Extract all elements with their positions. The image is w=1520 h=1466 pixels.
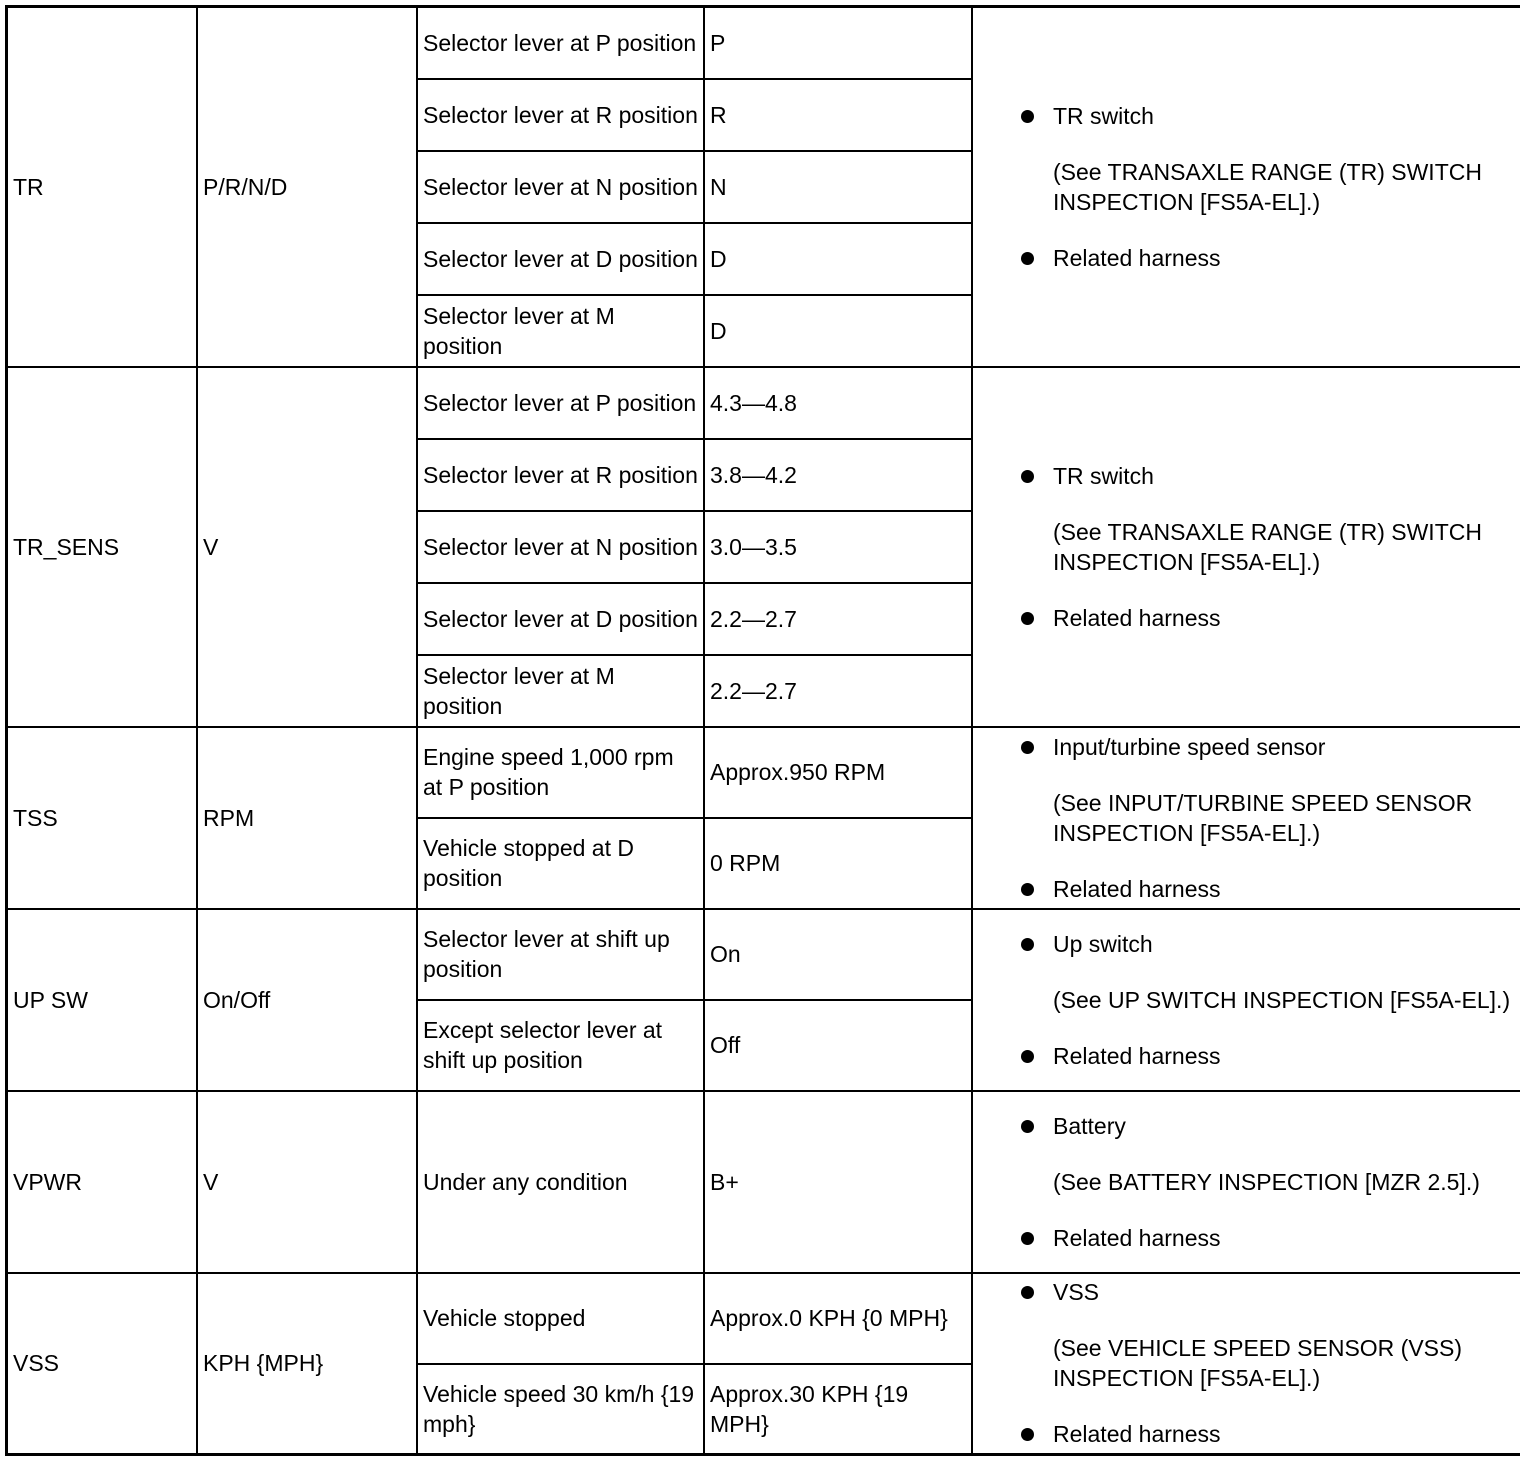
action-cell <box>972 1273 1520 1455</box>
related-harness-text: Related harness <box>1053 1224 1221 1251</box>
pid-name-cell: VPWR <box>7 1091 198 1273</box>
condition-cell: Vehicle stopped <box>417 1273 704 1364</box>
specification-cell: Approx.30 KPH {19 MPH} <box>704 1364 972 1455</box>
table-row <box>7 7 1520 79</box>
action-list <box>1021 461 1520 633</box>
action-item-text: VSS <box>1053 1279 1100 1306</box>
specification-cell: 2.2—2.7 <box>704 583 972 655</box>
inspection-reference-text: (See INPUT/TURBINE SPEED SENSOR INSPECTION [FS5A-EL].) <box>1053 789 1473 846</box>
bullet-icon <box>1021 1428 1034 1441</box>
related-harness-text: Related harness <box>1053 244 1221 271</box>
list-item <box>1021 1041 1520 1071</box>
related-harness-text: Related harness <box>1053 604 1221 631</box>
pid-unit-cell: V <box>197 367 417 727</box>
bullet-icon <box>1021 612 1034 625</box>
pid-table-wrapper <box>5 5 1520 1456</box>
list-item <box>1021 461 1520 577</box>
table-row <box>7 727 1520 818</box>
pid-name-cell: VSS <box>7 1273 198 1455</box>
inspection-reference-text: (See TRANSAXLE RANGE (TR) SWITCH INSPECTION [FS5A-EL].) <box>1053 158 1482 215</box>
pid-name-cell: TR <box>7 7 198 367</box>
specification-cell: Off <box>704 1000 972 1091</box>
specification-cell: P <box>704 7 972 79</box>
specification-cell: B+ <box>704 1091 972 1273</box>
specification-cell: N <box>704 151 972 223</box>
action-list <box>1021 732 1520 904</box>
list-item <box>1021 874 1520 904</box>
condition-cell: Vehicle stopped at D position <box>417 818 704 909</box>
related-harness-text: Related harness <box>1053 1421 1221 1448</box>
condition-cell: Selector lever at D position <box>417 583 704 655</box>
specification-cell: D <box>704 295 972 367</box>
pid-name-cell: UP SW <box>7 909 198 1091</box>
bullet-icon <box>1021 1232 1034 1245</box>
bullet-icon <box>1021 883 1034 896</box>
inspection-reference-text: (See BATTERY INSPECTION [MZR 2.5].) <box>1053 1168 1480 1195</box>
list-item <box>1021 1277 1520 1393</box>
pid-unit-cell: RPM <box>197 727 417 909</box>
action-item-text: TR switch <box>1053 102 1154 129</box>
table-row <box>7 1273 1520 1364</box>
list-item <box>1021 732 1520 848</box>
action-list <box>1021 1277 1520 1449</box>
specification-cell: Approx.950 RPM <box>704 727 972 818</box>
list-item <box>1021 101 1520 217</box>
specification-cell: 3.8—4.2 <box>704 439 972 511</box>
specification-cell: 3.0—3.5 <box>704 511 972 583</box>
pid-unit-cell: V <box>197 1091 417 1273</box>
condition-cell: Selector lever at R position <box>417 439 704 511</box>
pid-name-cell: TSS <box>7 727 198 909</box>
action-cell <box>972 367 1520 727</box>
condition-cell: Vehicle speed 30 km/h {19 mph} <box>417 1364 704 1455</box>
bullet-icon <box>1021 1120 1034 1133</box>
specification-cell: 0 RPM <box>704 818 972 909</box>
table-row <box>7 367 1520 439</box>
action-list <box>1021 929 1520 1071</box>
specification-cell: D <box>704 223 972 295</box>
condition-cell: Selector lever at M position <box>417 295 704 367</box>
table-row <box>7 1091 1520 1273</box>
action-cell <box>972 727 1520 909</box>
bullet-icon <box>1021 938 1034 951</box>
condition-cell: Selector lever at P position <box>417 367 704 439</box>
condition-cell: Selector lever at shift up position <box>417 909 704 1000</box>
condition-cell: Selector lever at N position <box>417 151 704 223</box>
pid-monitoring-table <box>5 5 1520 1456</box>
bullet-icon <box>1021 741 1034 754</box>
specification-cell: On <box>704 909 972 1000</box>
list-item <box>1021 929 1520 1015</box>
action-item-text: Up switch <box>1053 930 1153 957</box>
inspection-reference-text: (See UP SWITCH INSPECTION [FS5A-EL].) <box>1053 986 1511 1013</box>
bullet-icon <box>1021 1050 1034 1063</box>
pid-unit-cell: On/Off <box>197 909 417 1091</box>
specification-cell: 4.3—4.8 <box>704 367 972 439</box>
list-item <box>1021 1223 1520 1253</box>
pid-unit-cell: P/R/N/D <box>197 7 417 367</box>
related-harness-text: Related harness <box>1053 875 1221 902</box>
inspection-reference-text: (See VEHICLE SPEED SENSOR (VSS) INSPECTION [FS5A-EL].) <box>1053 1335 1463 1392</box>
specification-cell: Approx.0 KPH {0 MPH} <box>704 1273 972 1364</box>
specification-cell: 2.2—2.7 <box>704 655 972 727</box>
related-harness-text: Related harness <box>1053 1042 1221 1069</box>
bullet-icon <box>1021 470 1034 483</box>
condition-cell: Selector lever at D position <box>417 223 704 295</box>
inspection-reference-text: (See TRANSAXLE RANGE (TR) SWITCH INSPECTION [FS5A-EL].) <box>1053 518 1482 575</box>
bullet-icon <box>1021 1286 1034 1299</box>
condition-cell: Engine speed 1,000 rpm at P position <box>417 727 704 818</box>
bullet-icon <box>1021 252 1034 265</box>
pid-name-cell: TR_SENS <box>7 367 198 727</box>
list-item <box>1021 1111 1520 1197</box>
action-list <box>1021 1111 1520 1253</box>
condition-cell: Selector lever at N position <box>417 511 704 583</box>
action-list <box>1021 101 1520 273</box>
action-cell <box>972 909 1520 1091</box>
list-item <box>1021 1419 1520 1449</box>
action-item-text: Input/turbine speed sensor <box>1053 733 1326 760</box>
list-item <box>1021 603 1520 633</box>
action-item-text: Battery <box>1053 1112 1126 1139</box>
action-cell <box>972 1091 1520 1273</box>
pid-table-body <box>7 7 1520 1455</box>
condition-cell: Under any condition <box>417 1091 704 1273</box>
condition-cell: Selector lever at P position <box>417 7 704 79</box>
specification-cell: R <box>704 79 972 151</box>
action-cell <box>972 7 1520 367</box>
condition-cell: Except selector lever at shift up position <box>417 1000 704 1091</box>
condition-cell: Selector lever at M position <box>417 655 704 727</box>
bullet-icon <box>1021 110 1034 123</box>
condition-cell: Selector lever at R position <box>417 79 704 151</box>
action-item-text: TR switch <box>1053 462 1154 489</box>
table-row <box>7 909 1520 1000</box>
pid-unit-cell: KPH {MPH} <box>197 1273 417 1455</box>
list-item <box>1021 243 1520 273</box>
